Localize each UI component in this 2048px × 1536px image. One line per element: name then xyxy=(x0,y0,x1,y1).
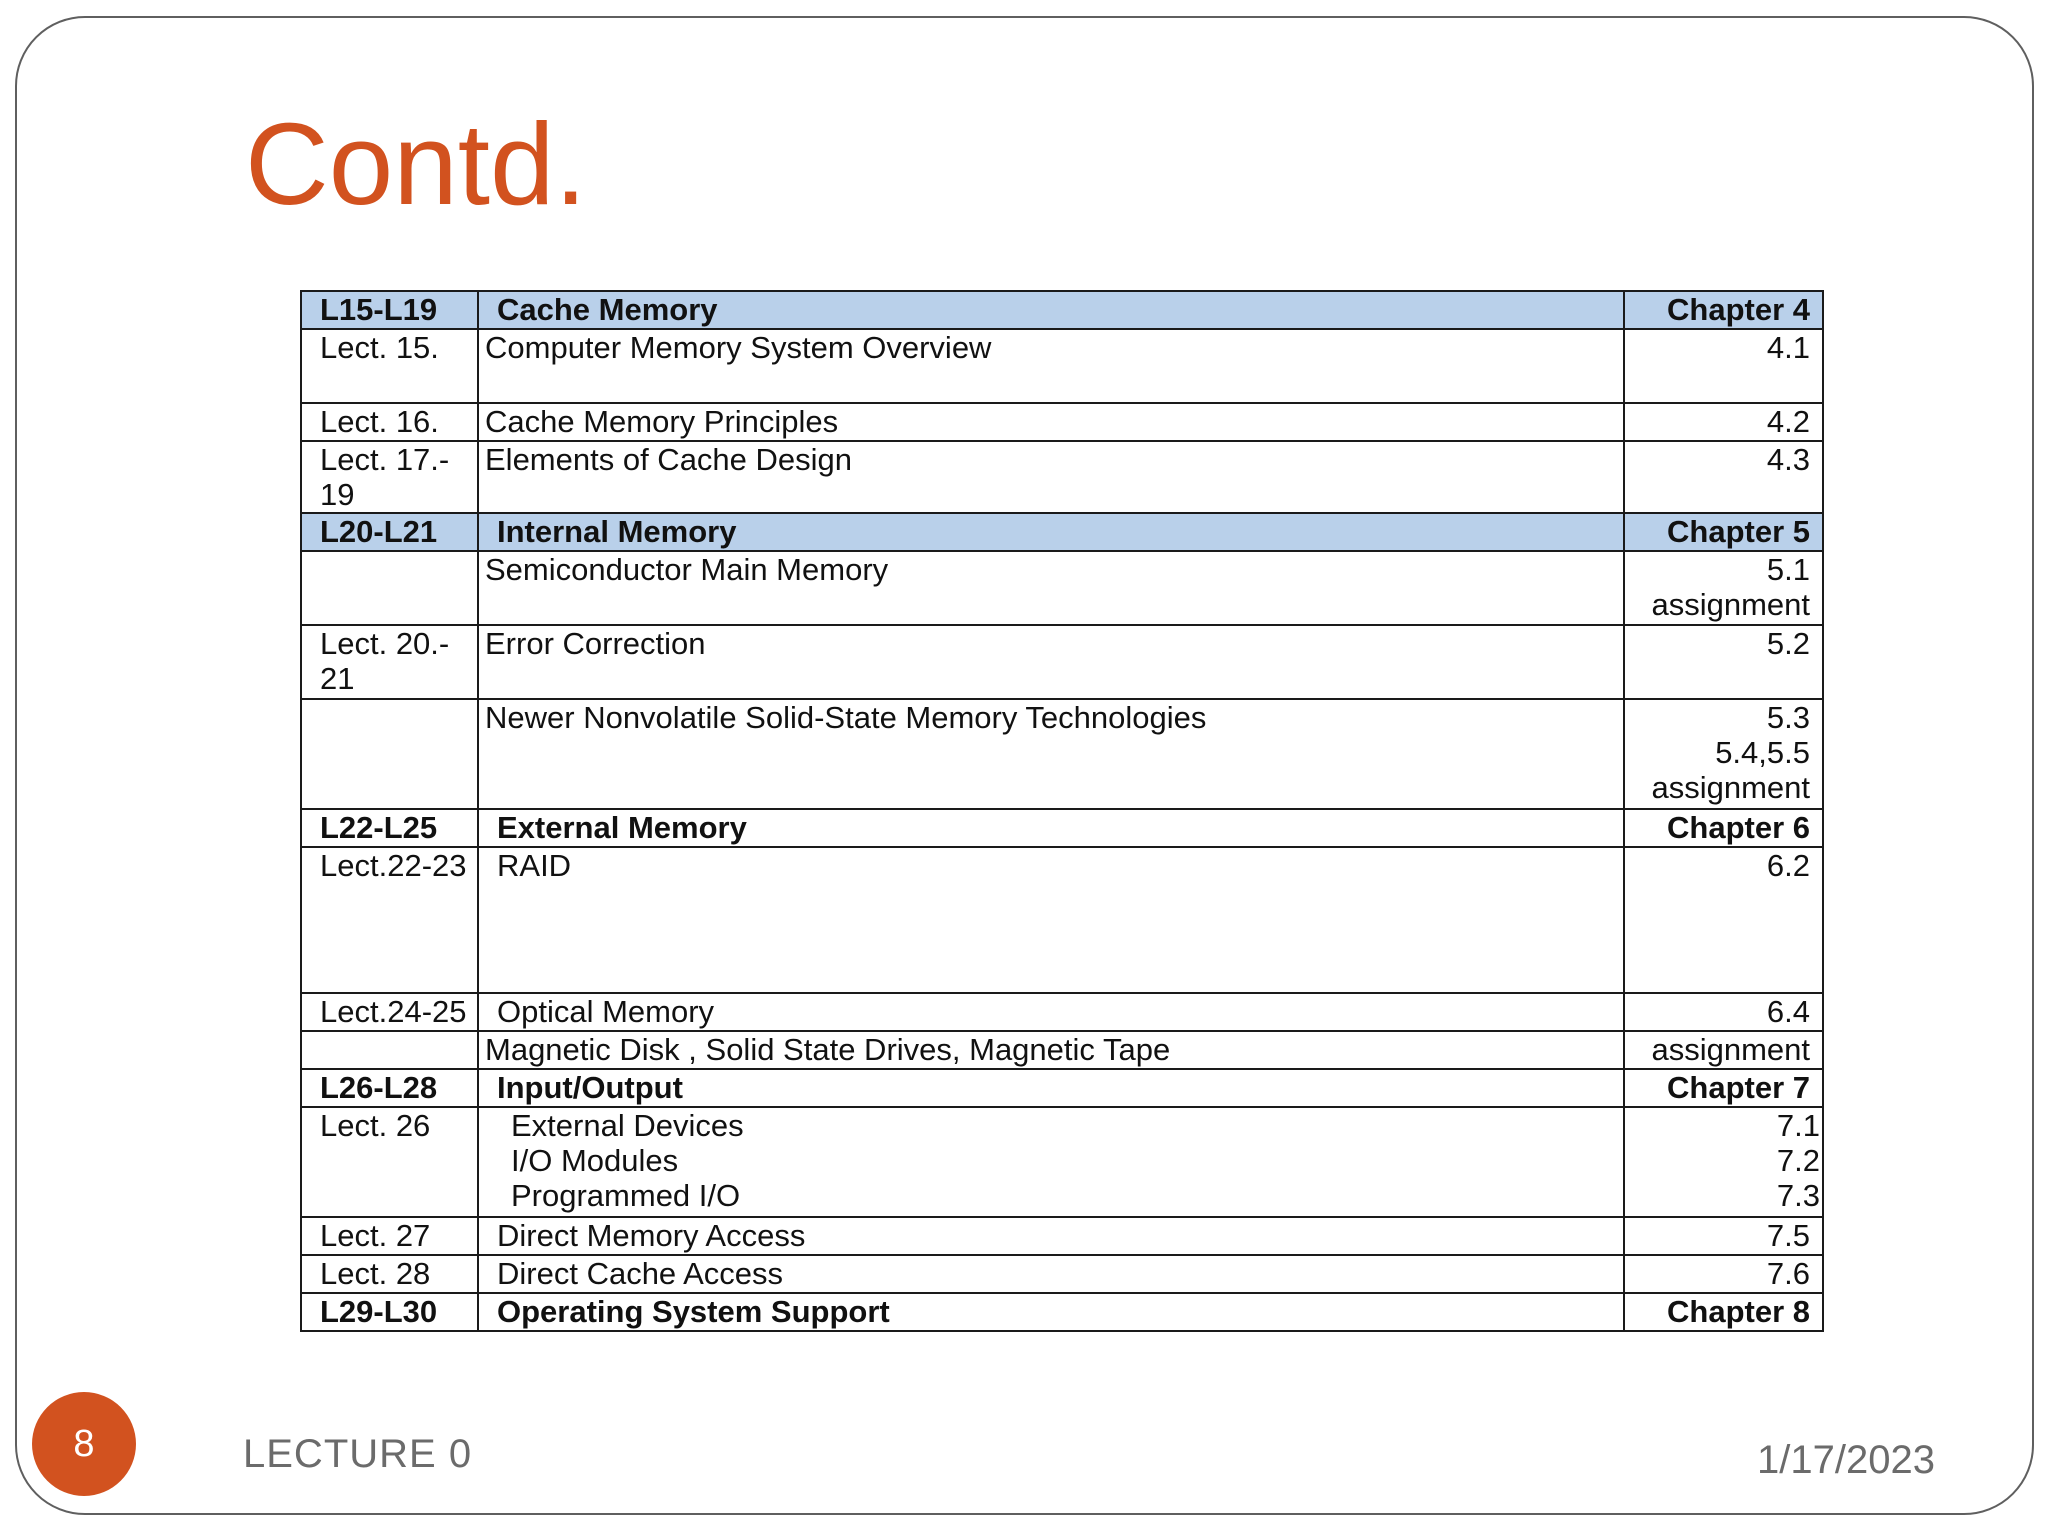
table-row xyxy=(301,329,1823,403)
topic-cell xyxy=(478,1107,1624,1217)
table-row xyxy=(301,1255,1823,1293)
section-ref: 7.6 xyxy=(1624,1255,1823,1293)
section-topic: Input/Output xyxy=(478,1069,1624,1107)
table-row xyxy=(301,441,1823,513)
lecture-code: L15-L19 xyxy=(301,291,478,329)
section-ref: 4.1 xyxy=(1624,329,1823,403)
slide-title: Contd. xyxy=(245,99,587,229)
lecture-code: L29-L30 xyxy=(301,1293,478,1331)
table-row xyxy=(301,1217,1823,1255)
section-ref: 5.1 xyxy=(1766,552,1810,587)
slide-number-badge: 8 xyxy=(32,1392,136,1496)
section-topic: Operating System Support xyxy=(478,1293,1624,1331)
topic-cell: Optical Memory xyxy=(478,993,1624,1031)
chapter-ref: Chapter 6 xyxy=(1624,809,1823,847)
section-ref: 7.5 xyxy=(1624,1217,1823,1255)
section-row xyxy=(301,291,1823,329)
lecture-code: L26-L28 xyxy=(301,1069,478,1107)
topic-cell: RAID xyxy=(478,847,1624,993)
topic-cell: Newer Nonvolatile Solid-State Memory Technologies xyxy=(478,699,1624,809)
topic-cell: Semiconductor Main Memory xyxy=(478,551,1624,625)
table-row xyxy=(301,551,1823,625)
lecture-code: Lect. 27 xyxy=(301,1217,478,1255)
section-ref-cell xyxy=(1624,551,1823,625)
lecture-schedule-table xyxy=(300,290,1824,1332)
topic-cell: Cache Memory Principles xyxy=(478,403,1624,441)
lecture-code: Lect.24-25 xyxy=(301,993,478,1031)
chapter-ref: Chapter 5 xyxy=(1624,513,1823,551)
section-ref-cell xyxy=(1624,1107,1823,1217)
chapter-ref: Chapter 7 xyxy=(1624,1069,1823,1107)
lecture-code xyxy=(301,699,478,809)
section-topic: External Memory xyxy=(478,809,1624,847)
lecture-code: L20-L21 xyxy=(301,513,478,551)
chapter-ref: Chapter 4 xyxy=(1624,291,1823,329)
lecture-code: Lect. 16. xyxy=(301,403,478,441)
topic-line: External Devices xyxy=(511,1108,744,1143)
section-ref-cell xyxy=(1624,699,1823,809)
topic-cell: Computer Memory System Overview xyxy=(478,329,1624,403)
assignment-note: assignment xyxy=(1651,587,1810,622)
chapter-ref: Chapter 8 xyxy=(1624,1293,1823,1331)
topic-cell: Direct Memory Access xyxy=(478,1217,1624,1255)
lecture-code: Lect. 28 xyxy=(301,1255,478,1293)
assignment-note: assignment xyxy=(1624,1031,1823,1069)
topic-line: Programmed I/O xyxy=(511,1178,741,1213)
section-ref: 6.4 xyxy=(1624,993,1823,1031)
section-row xyxy=(301,809,1823,847)
footer-lecture-label: LECTURE 0 xyxy=(243,1432,473,1476)
section-row xyxy=(301,1069,1823,1107)
section-topic: Cache Memory xyxy=(478,291,1624,329)
section-ref: 6.2 xyxy=(1624,847,1823,993)
section-ref: 5.4,5.5 xyxy=(1715,735,1810,770)
topic-cell: Elements of Cache Design xyxy=(478,441,1624,513)
section-ref: 7.2 xyxy=(1776,1143,1820,1178)
section-ref: 7.3 xyxy=(1776,1178,1820,1213)
assignment-note: assignment xyxy=(1651,770,1810,805)
section-ref: 4.3 xyxy=(1624,441,1823,513)
table-row xyxy=(301,1107,1823,1217)
table-row xyxy=(301,625,1823,699)
lecture-code: Lect. 20.- 21 xyxy=(301,625,478,699)
footer-date: 1/17/2023 xyxy=(1757,1438,1935,1482)
lecture-code xyxy=(301,551,478,625)
table-row xyxy=(301,1031,1823,1069)
lecture-code: L22-L25 xyxy=(301,809,478,847)
table-row xyxy=(301,403,1823,441)
table-row xyxy=(301,847,1823,993)
section-topic: Internal Memory xyxy=(478,513,1624,551)
lecture-code: Lect. 17.- 19 xyxy=(301,441,478,513)
topic-cell: Magnetic Disk , Solid State Drives, Magnetic Tape xyxy=(478,1031,1624,1069)
lecture-code: Lect.22-23 xyxy=(301,847,478,993)
lecture-code: Lect. 15. xyxy=(301,329,478,403)
section-ref: 4.2 xyxy=(1624,403,1823,441)
topic-line: I/O Modules xyxy=(511,1143,679,1178)
section-ref: 7.1 xyxy=(1776,1108,1820,1143)
lecture-code: Lect. 26 xyxy=(301,1107,478,1217)
slide-frame xyxy=(15,16,2034,1515)
topic-cell: Direct Cache Access xyxy=(478,1255,1624,1293)
section-row xyxy=(301,513,1823,551)
section-ref: 5.3 xyxy=(1766,700,1810,735)
section-ref: 5.2 xyxy=(1624,625,1823,699)
table-row xyxy=(301,699,1823,809)
section-row xyxy=(301,1293,1823,1331)
table-row xyxy=(301,993,1823,1031)
lecture-code xyxy=(301,1031,478,1069)
topic-cell: Error Correction xyxy=(478,625,1624,699)
